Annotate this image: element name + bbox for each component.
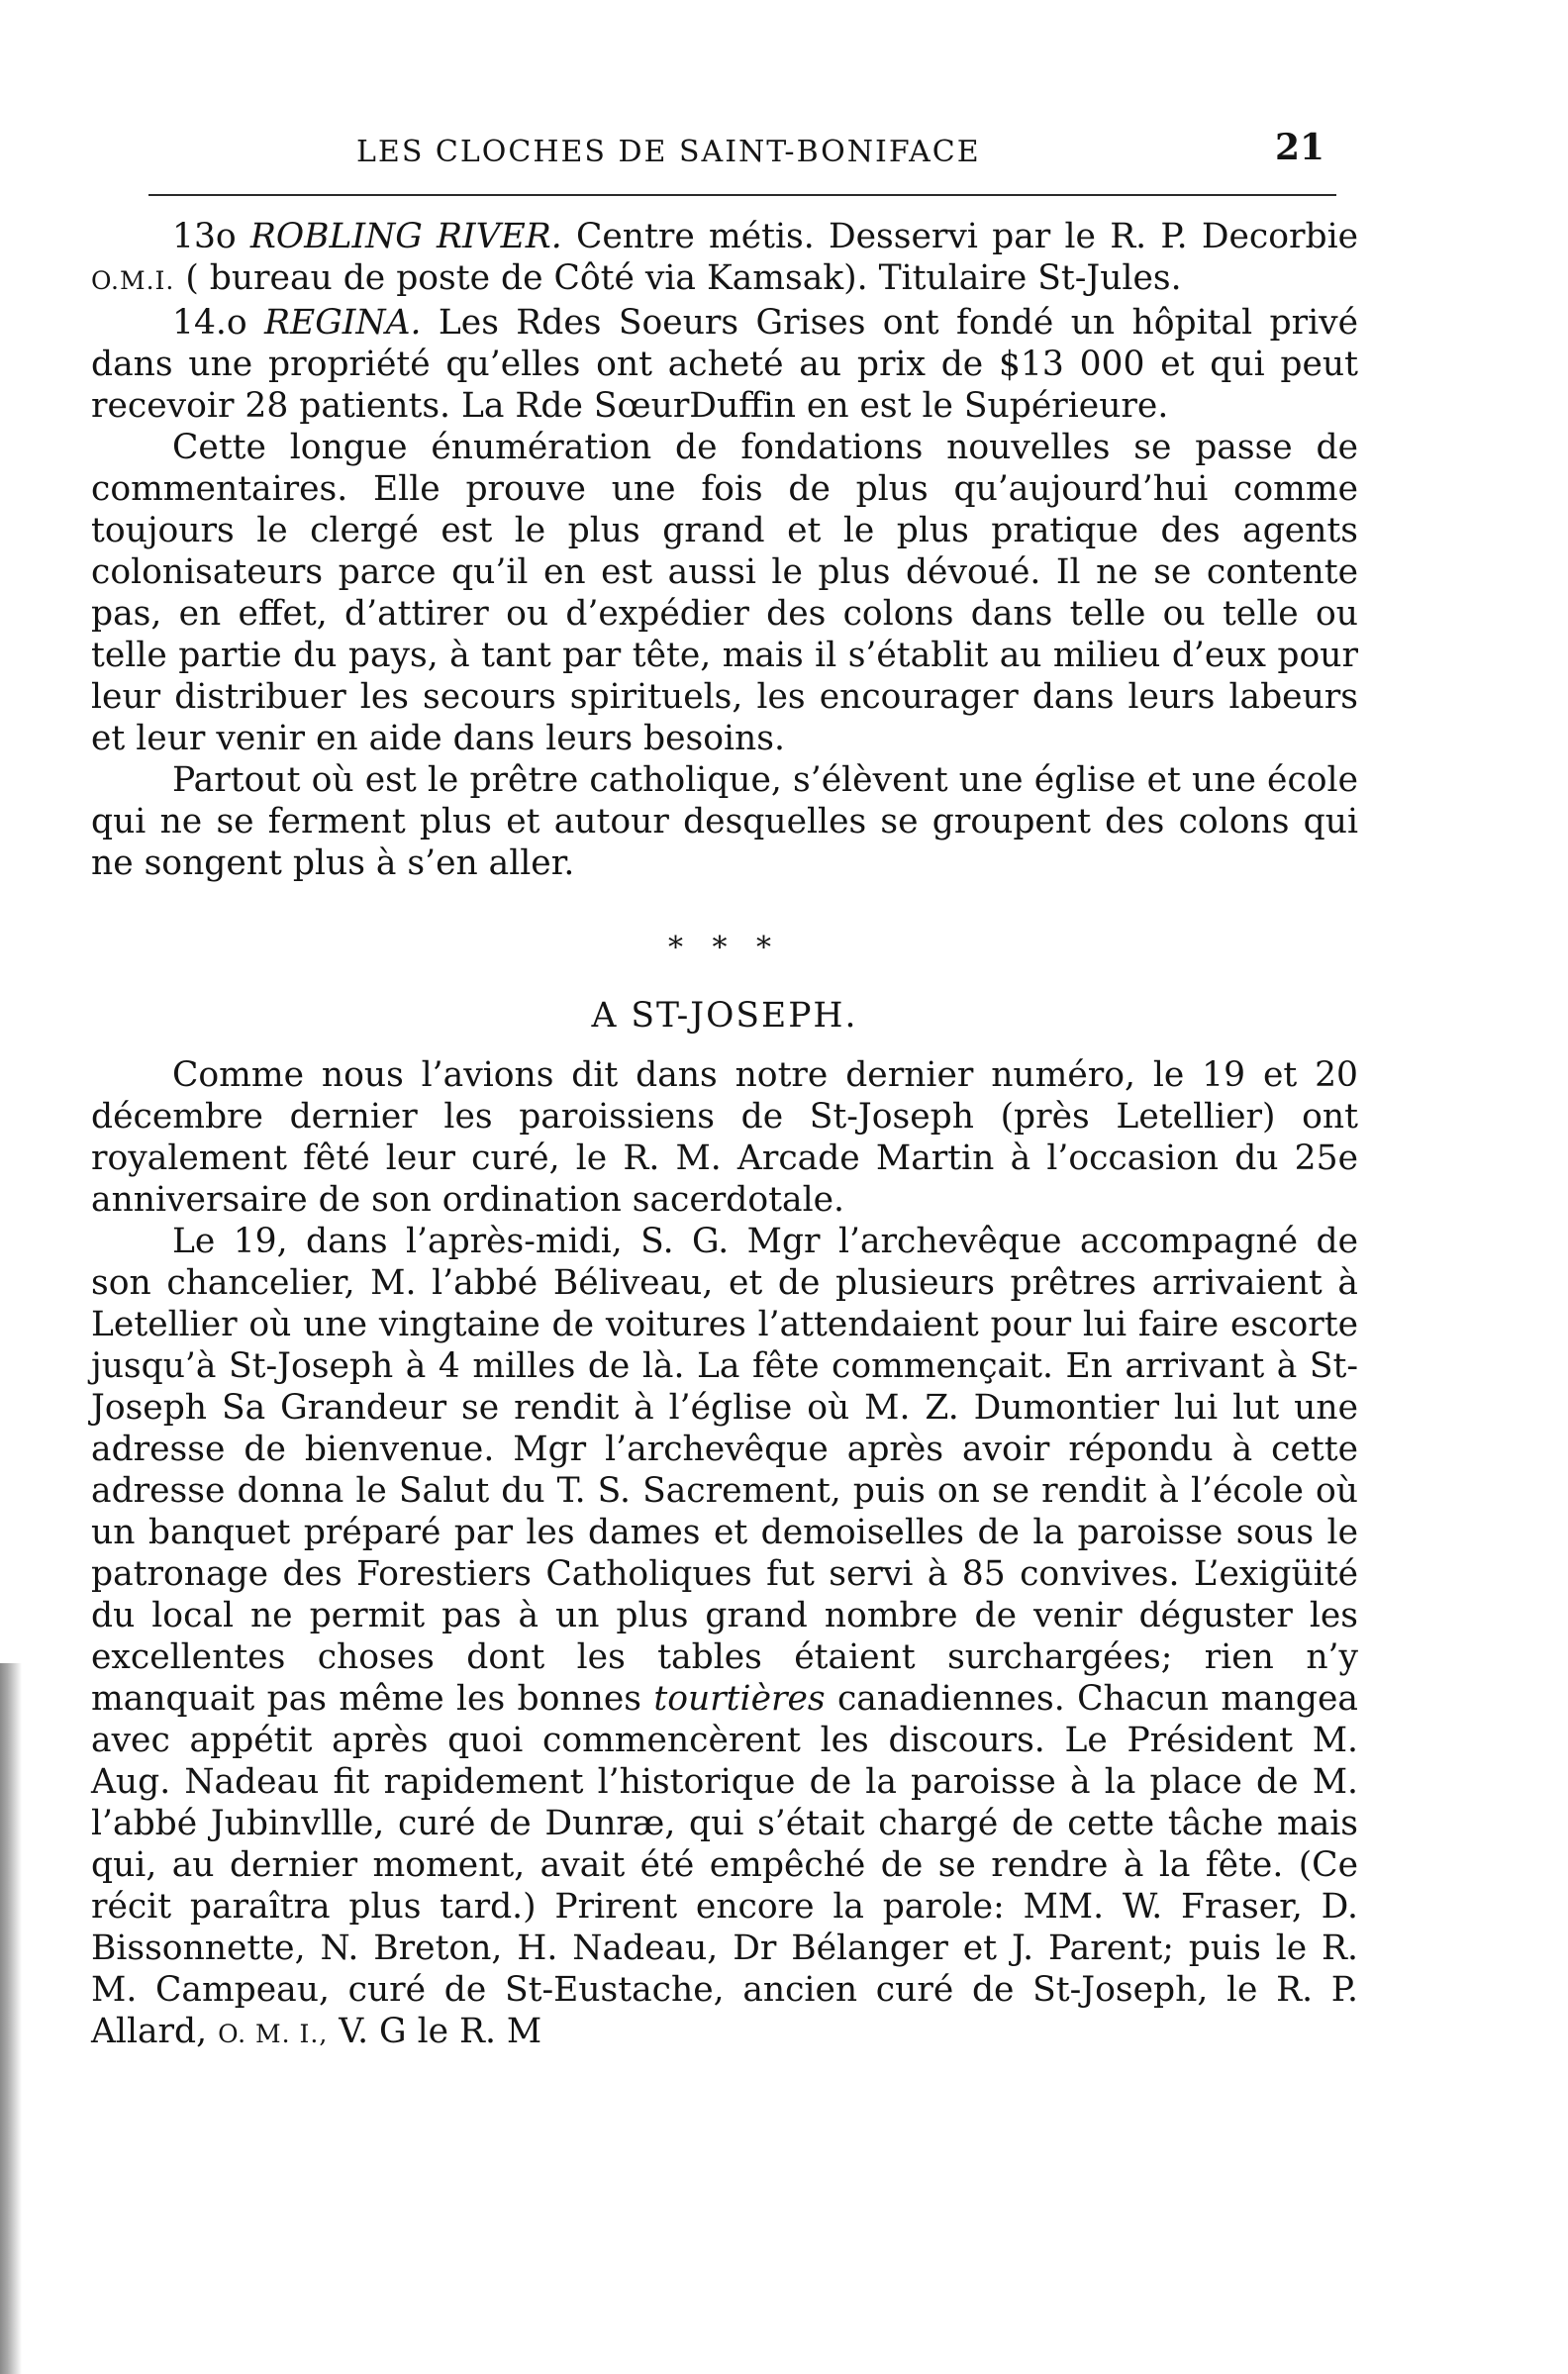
entry-order: O.M.I. <box>91 266 175 295</box>
paragraph-catholic-priest: Partout où est le prêtre catholique, s’élèvent une église et une école qui ne se ferment plus et autour desquelles se groupent des colons qui ne songent plus à s’en aller. <box>91 760 1358 883</box>
order-abbreviation: O. M. I., <box>218 2020 329 2048</box>
entry-text: Centre métis. Desservi par le R. P. Decorbie <box>575 217 1359 256</box>
paragraph-text: V. G le R. M <box>339 2012 542 2051</box>
italic-word: tourtières <box>653 1679 826 1719</box>
section-separator: * * * <box>667 931 782 965</box>
paragraph-celebration <box>91 1221 1358 2055</box>
page-edge-shadow <box>0 1663 22 2374</box>
entry-robling-river <box>91 216 1358 302</box>
running-header <box>356 127 1325 176</box>
entry-number: 14.o <box>172 303 247 343</box>
paragraph-text: Le 19, dans l’après-midi, S. G. Mgr l’archevêque accompagné de son chancelier, M. l’abbé Béliveau, et de plusieurs prêtres arrivaient à Letellier où une vingtaine de voitures l’attendaient pour lui faire escorte jusqu’à St-Joseph à 4 milles de là. La fête commençait. En arrivant à St-Joseph Sa Grandeur se rendit à l’église où M. Z. Dumontier lui lut une adresse de bienvenue. Mgr l’archevêque après avoir répondu à cette adresse donna le Salut du T. S. Sacrement, puis on se rendit à l’école où un banquet préparé par les dames et demoiselles de la paroisse sous le patronage des Forestiers Catholiques fut servi à 85 convives. L’exigüité du local ne permit pas à un plus grand nombre de venir déguster les excellentes choses dont les tables étaient surchargées; rien n’y manquait pas même les bonnes <box>91 1222 1358 1719</box>
entry-place: ROBLING RIVER. <box>249 217 562 256</box>
page-body <box>91 216 1358 2055</box>
paragraph-commentary: Cette longue énumération de fondations nouvelles se passe de commentaires. Elle prouve une fois de plus qu’aujourd’hui comme toujours le clergé est le plus grand et le plus pratique des agents colonisateurs parce qu’il en est aussi le plus dévoué. Il ne se contente pas, en effet, d’attirer ou d’expédier des colons dans telle ou telle ou telle partie du pays, à tant par tête, mais il s’établit au milieu d’eux pour leur distribuer les secours spirituels, les encourager dans leurs labeurs et leur venir en aide dans leurs besoins. <box>91 428 1358 758</box>
header-rule <box>148 194 1336 196</box>
paragraph-text: canadiennes. Chacun mangea avec appétit après quoi commencèrent les discours. Le Président M. Aug. Nadeau fit rapidement l’historique de la paroisse à la place de M. l’abbé Jubinvllle, curé de Dunræ, qui s’était chargé de cette tâche mais qui, au dernier moment, avait été empêché de se rendre à la fête. (Ce récit paraîtra plus tard.) Prirent encore la parole: MM. W. Fraser, D. Bissonnette, N. Breton, H. Nadeau, Dr Bélanger et J. Parent; puis le R. M. Campeau, curé de St-Eustache, ancien curé de St-Joseph, le R. P. Allard, <box>91 1679 1358 2051</box>
entry-regina <box>91 302 1358 427</box>
entry-text-continued: ( bureau de poste de Côté via Kamsak). Titulaire St-Jules. <box>185 258 1182 298</box>
section-title: A ST-JOSEPH. <box>591 996 858 1036</box>
page-number: 21 <box>1275 127 1325 168</box>
entry-place: REGINA. <box>264 303 422 343</box>
paragraph-anniversary: Comme nous l’avions dit dans notre dernier numéro, le 19 et 20 décembre dernier les paroissiens de St-Joseph (près Letellier) ont royalement fêté leur curé, le R. M. Arcade Martin à l’occasion du 25e anniversaire de son ordination sacerdotale. <box>91 1055 1358 1220</box>
entry-number: 13o <box>172 217 237 256</box>
entry-text: Les Rdes Soeurs Grises ont fondé un hôpital privé dans une propriété qu’elles ont acheté au prix de $13 000 et qui peut recevoir 28 patients. La Rde SœurDuffin en est le Supérieure. <box>91 303 1359 426</box>
running-title: LES CLOCHES DE SAINT-BONIFACE <box>356 135 981 169</box>
